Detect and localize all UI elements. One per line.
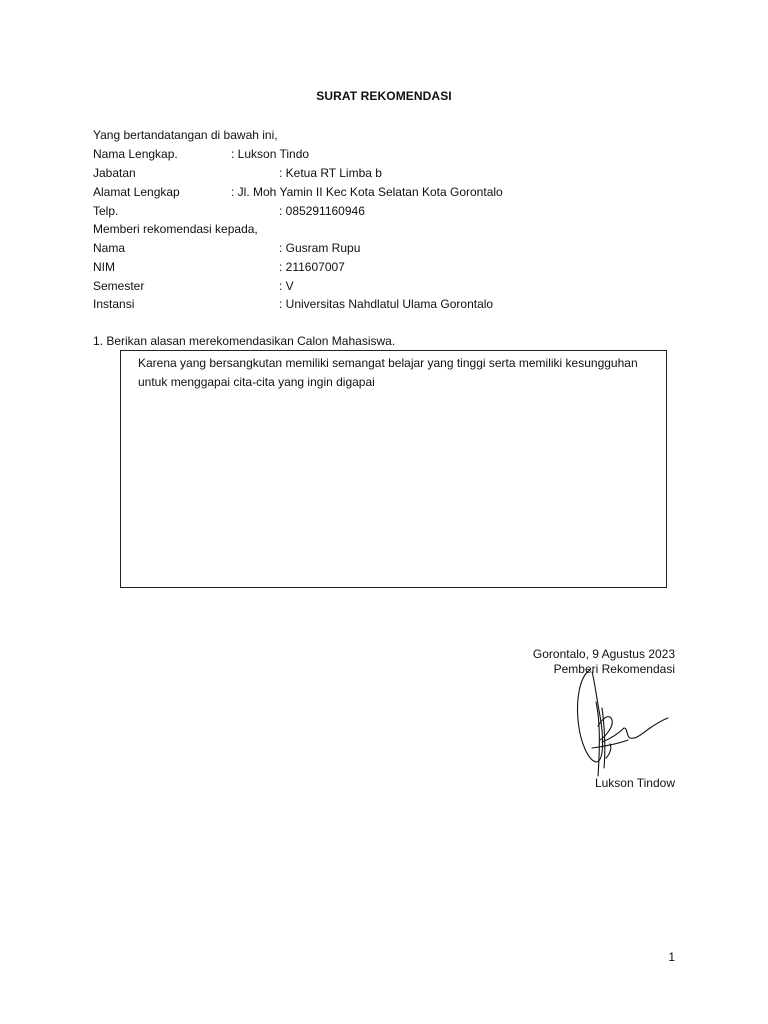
field-value: : 211607007 xyxy=(279,260,345,274)
intro-text: Yang bertandatangan di bawah ini, xyxy=(93,128,278,142)
place-date: Gorontalo, 9 Agustus 2023 xyxy=(532,647,675,661)
field-label: Jabatan xyxy=(93,166,136,180)
field-label: Nama xyxy=(93,241,126,255)
field-value: : Lukson Tindo xyxy=(231,147,310,161)
field-label: Telp. xyxy=(93,204,119,218)
field-value: : V xyxy=(279,279,294,293)
signer-role: Pemberi Rekomendasi xyxy=(553,662,675,676)
field-value: : Ketua RT Limba b xyxy=(279,166,382,180)
signature-image xyxy=(566,662,676,780)
question-text: 1. Berikan alasan merekomendasikan Calon Mahasiswa. xyxy=(93,334,396,348)
signer-name: Lukson Tindow xyxy=(594,776,675,790)
field-label: NIM xyxy=(93,260,115,274)
field-value: : Jl. Moh Yamin II Kec Kota Selatan Kota Gorontalo xyxy=(231,185,503,199)
field-value: : Gusram Rupu xyxy=(279,241,361,255)
field-value: : 085291160946 xyxy=(279,204,365,218)
page-number: 1 xyxy=(668,950,675,964)
recommend-intro: Memberi rekomendasi kepada, xyxy=(93,222,258,236)
reason-box xyxy=(120,350,667,588)
document-title: SURAT REKOMENDASI xyxy=(316,89,452,103)
field-label: Nama Lengkap. xyxy=(93,147,178,161)
reason-text: Karena yang bersangkutan memiliki semangat belajar yang tinggi serta memiliki kesungguhan untuk menggapai cita-cita yang ingin digapai xyxy=(138,356,638,389)
field-label: Instansi xyxy=(93,297,135,311)
field-label: Alamat Lengkap xyxy=(93,185,180,199)
field-value: : Universitas Nahdlatul Ulama Gorontalo xyxy=(279,297,494,311)
field-label: Semester xyxy=(93,279,145,293)
